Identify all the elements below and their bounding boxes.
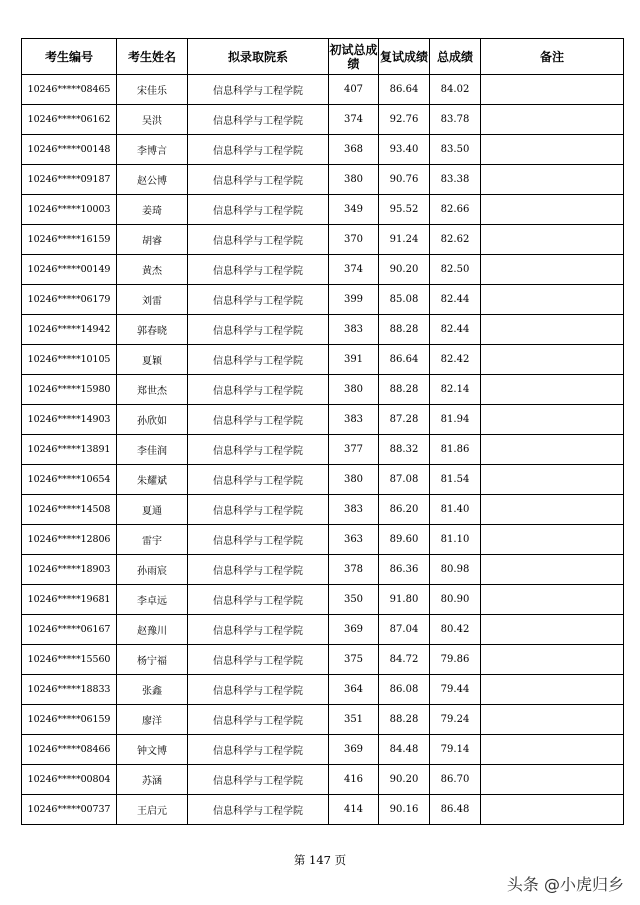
- table-row: [22, 375, 624, 405]
- cell-id: 10246*****13891: [22, 435, 117, 465]
- cell-note: [481, 135, 624, 165]
- cell-note: [481, 315, 624, 345]
- cell-retest: 93.40: [379, 135, 430, 165]
- table-row: [22, 615, 624, 645]
- cell-name: 夏颖: [117, 345, 188, 375]
- cell-initial: 399: [329, 285, 379, 315]
- table-row: [22, 225, 624, 255]
- cell-initial: 374: [329, 105, 379, 135]
- cell-note: [481, 195, 624, 225]
- table-row: [22, 195, 624, 225]
- cell-name: 孙欣如: [117, 405, 188, 435]
- cell-total: 80.42: [430, 615, 481, 645]
- cell-initial: 380: [329, 375, 379, 405]
- cell-note: [481, 615, 624, 645]
- table-row: [22, 255, 624, 285]
- cell-note: [481, 435, 624, 465]
- cell-initial: 368: [329, 135, 379, 165]
- cell-retest: 86.36: [379, 555, 430, 585]
- cell-retest: 88.28: [379, 375, 430, 405]
- cell-total: 82.66: [430, 195, 481, 225]
- table-row: [22, 465, 624, 495]
- cell-total: 79.24: [430, 705, 481, 735]
- cell-id: 10246*****15560: [22, 645, 117, 675]
- cell-id: 10246*****10105: [22, 345, 117, 375]
- cell-total: 79.86: [430, 645, 481, 675]
- cell-id: 10246*****00148: [22, 135, 117, 165]
- cell-total: 82.62: [430, 225, 481, 255]
- cell-initial: 374: [329, 255, 379, 285]
- cell-dept: 信息科学与工程学院: [188, 465, 329, 495]
- cell-name: 胡睿: [117, 225, 188, 255]
- cell-name: 刘雷: [117, 285, 188, 315]
- cell-id: 10246*****16159: [22, 225, 117, 255]
- cell-total: 83.50: [430, 135, 481, 165]
- cell-dept: 信息科学与工程学院: [188, 345, 329, 375]
- cell-name: 雷宇: [117, 525, 188, 555]
- cell-initial: 407: [329, 75, 379, 105]
- cell-id: 10246*****14942: [22, 315, 117, 345]
- header-total: 总成绩: [430, 39, 481, 75]
- cell-name: 朱耀斌: [117, 465, 188, 495]
- cell-initial: 349: [329, 195, 379, 225]
- cell-initial: 369: [329, 615, 379, 645]
- cell-dept: 信息科学与工程学院: [188, 105, 329, 135]
- cell-retest: 88.28: [379, 315, 430, 345]
- cell-id: 10246*****08466: [22, 735, 117, 765]
- cell-dept: 信息科学与工程学院: [188, 525, 329, 555]
- cell-total: 82.42: [430, 345, 481, 375]
- cell-initial: 380: [329, 465, 379, 495]
- cell-name: 钟文博: [117, 735, 188, 765]
- cell-dept: 信息科学与工程学院: [188, 165, 329, 195]
- admission-table: [21, 38, 624, 825]
- cell-total: 80.98: [430, 555, 481, 585]
- cell-note: [481, 375, 624, 405]
- cell-dept: 信息科学与工程学院: [188, 585, 329, 615]
- cell-retest: 85.08: [379, 285, 430, 315]
- cell-initial: 351: [329, 705, 379, 735]
- cell-note: [481, 105, 624, 135]
- cell-note: [481, 255, 624, 285]
- cell-note: [481, 225, 624, 255]
- cell-total: 83.38: [430, 165, 481, 195]
- cell-note: [481, 75, 624, 105]
- cell-dept: 信息科学与工程学院: [188, 225, 329, 255]
- header-id: 考生编号: [22, 39, 117, 75]
- cell-retest: 86.08: [379, 675, 430, 705]
- cell-note: [481, 585, 624, 615]
- table-row: [22, 75, 624, 105]
- cell-id: 10246*****14508: [22, 495, 117, 525]
- header-retest: 复试成绩: [379, 39, 430, 75]
- cell-dept: 信息科学与工程学院: [188, 735, 329, 765]
- cell-id: 10246*****06159: [22, 705, 117, 735]
- cell-name: 郑世杰: [117, 375, 188, 405]
- watermark: 头条 @小虎归乡: [506, 875, 624, 894]
- cell-initial: 383: [329, 315, 379, 345]
- cell-id: 10246*****14903: [22, 405, 117, 435]
- cell-retest: 89.60: [379, 525, 430, 555]
- cell-id: 10246*****08465: [22, 75, 117, 105]
- cell-note: [481, 765, 624, 795]
- cell-id: 10246*****19681: [22, 585, 117, 615]
- table-row: [22, 525, 624, 555]
- cell-name: 黄杰: [117, 255, 188, 285]
- cell-name: 张鑫: [117, 675, 188, 705]
- table-row: [22, 405, 624, 435]
- cell-retest: 88.32: [379, 435, 430, 465]
- table-row: [22, 285, 624, 315]
- header-note: 备注: [481, 39, 624, 75]
- cell-name: 李卓远: [117, 585, 188, 615]
- cell-name: 杨宁福: [117, 645, 188, 675]
- cell-name: 李博言: [117, 135, 188, 165]
- page-number: 第 147 页: [293, 853, 347, 867]
- cell-name: 吴洪: [117, 105, 188, 135]
- table-row: [22, 795, 624, 825]
- cell-id: 10246*****06162: [22, 105, 117, 135]
- cell-total: 81.10: [430, 525, 481, 555]
- cell-dept: 信息科学与工程学院: [188, 285, 329, 315]
- table-row: [22, 345, 624, 375]
- cell-retest: 84.48: [379, 735, 430, 765]
- cell-id: 10246*****10654: [22, 465, 117, 495]
- table-row: [22, 165, 624, 195]
- cell-retest: 86.64: [379, 345, 430, 375]
- cell-initial: 377: [329, 435, 379, 465]
- cell-dept: 信息科学与工程学院: [188, 135, 329, 165]
- cell-total: 86.48: [430, 795, 481, 825]
- cell-retest: 86.20: [379, 495, 430, 525]
- cell-total: 83.78: [430, 105, 481, 135]
- cell-id: 10246*****00737: [22, 795, 117, 825]
- cell-initial: 375: [329, 645, 379, 675]
- cell-retest: 95.52: [379, 195, 430, 225]
- cell-dept: 信息科学与工程学院: [188, 255, 329, 285]
- cell-total: 82.50: [430, 255, 481, 285]
- cell-name: 赵公博: [117, 165, 188, 195]
- cell-retest: 90.20: [379, 765, 430, 795]
- cell-total: 86.70: [430, 765, 481, 795]
- cell-dept: 信息科学与工程学院: [188, 405, 329, 435]
- cell-retest: 87.28: [379, 405, 430, 435]
- cell-name: 宋佳乐: [117, 75, 188, 105]
- cell-total: 81.54: [430, 465, 481, 495]
- cell-name: 孙雨宸: [117, 555, 188, 585]
- cell-dept: 信息科学与工程学院: [188, 675, 329, 705]
- cell-dept: 信息科学与工程学院: [188, 495, 329, 525]
- header-dept: 拟录取院系: [188, 39, 329, 75]
- cell-retest: 90.20: [379, 255, 430, 285]
- cell-total: 82.44: [430, 285, 481, 315]
- cell-id: 10246*****18833: [22, 675, 117, 705]
- table-row: [22, 315, 624, 345]
- cell-retest: 84.72: [379, 645, 430, 675]
- header-name: 考生姓名: [117, 39, 188, 75]
- cell-note: [481, 405, 624, 435]
- cell-total: 79.14: [430, 735, 481, 765]
- cell-dept: 信息科学与工程学院: [188, 315, 329, 345]
- table-row: [22, 675, 624, 705]
- cell-initial: 416: [329, 765, 379, 795]
- table-row: [22, 555, 624, 585]
- cell-note: [481, 795, 624, 825]
- cell-note: [481, 525, 624, 555]
- header-row: [22, 39, 624, 75]
- cell-retest: 86.64: [379, 75, 430, 105]
- cell-total: 81.94: [430, 405, 481, 435]
- table-row: [22, 135, 624, 165]
- cell-dept: 信息科学与工程学院: [188, 765, 329, 795]
- cell-dept: 信息科学与工程学院: [188, 195, 329, 225]
- cell-name: 姜琦: [117, 195, 188, 225]
- cell-retest: 91.80: [379, 585, 430, 615]
- cell-note: [481, 645, 624, 675]
- cell-dept: 信息科学与工程学院: [188, 795, 329, 825]
- cell-id: 10246*****00804: [22, 765, 117, 795]
- cell-retest: 88.28: [379, 705, 430, 735]
- cell-note: [481, 705, 624, 735]
- cell-dept: 信息科学与工程学院: [188, 555, 329, 585]
- table-row: [22, 495, 624, 525]
- cell-total: 81.40: [430, 495, 481, 525]
- cell-name: 郭春晓: [117, 315, 188, 345]
- cell-total: 84.02: [430, 75, 481, 105]
- cell-id: 10246*****10003: [22, 195, 117, 225]
- cell-note: [481, 675, 624, 705]
- cell-initial: 370: [329, 225, 379, 255]
- cell-id: 10246*****00149: [22, 255, 117, 285]
- cell-dept: 信息科学与工程学院: [188, 375, 329, 405]
- cell-total: 80.90: [430, 585, 481, 615]
- table-row: [22, 105, 624, 135]
- cell-retest: 90.76: [379, 165, 430, 195]
- cell-initial: 369: [329, 735, 379, 765]
- cell-name: 李佳润: [117, 435, 188, 465]
- cell-total: 82.14: [430, 375, 481, 405]
- cell-retest: 92.76: [379, 105, 430, 135]
- cell-id: 10246*****12806: [22, 525, 117, 555]
- cell-retest: 87.08: [379, 465, 430, 495]
- cell-note: [481, 465, 624, 495]
- cell-id: 10246*****15980: [22, 375, 117, 405]
- cell-name: 苏涵: [117, 765, 188, 795]
- cell-name: 廖洋: [117, 705, 188, 735]
- cell-id: 10246*****06167: [22, 615, 117, 645]
- cell-initial: 383: [329, 405, 379, 435]
- cell-initial: 364: [329, 675, 379, 705]
- cell-note: [481, 345, 624, 375]
- header-initial: 初试总成绩: [329, 39, 379, 75]
- cell-note: [481, 495, 624, 525]
- cell-note: [481, 165, 624, 195]
- cell-initial: 380: [329, 165, 379, 195]
- cell-id: 10246*****09187: [22, 165, 117, 195]
- table-body: [22, 75, 624, 825]
- cell-note: [481, 735, 624, 765]
- cell-dept: 信息科学与工程学院: [188, 615, 329, 645]
- cell-total: 82.44: [430, 315, 481, 345]
- table-row: [22, 645, 624, 675]
- table-row: [22, 765, 624, 795]
- cell-initial: 363: [329, 525, 379, 555]
- cell-total: 79.44: [430, 675, 481, 705]
- cell-dept: 信息科学与工程学院: [188, 75, 329, 105]
- table-row: [22, 585, 624, 615]
- cell-retest: 90.16: [379, 795, 430, 825]
- cell-retest: 87.04: [379, 615, 430, 645]
- cell-dept: 信息科学与工程学院: [188, 645, 329, 675]
- table-row: [22, 735, 624, 765]
- table-row: [22, 705, 624, 735]
- cell-dept: 信息科学与工程学院: [188, 435, 329, 465]
- cell-initial: 391: [329, 345, 379, 375]
- cell-id: 10246*****18903: [22, 555, 117, 585]
- cell-note: [481, 285, 624, 315]
- cell-name: 夏通: [117, 495, 188, 525]
- cell-dept: 信息科学与工程学院: [188, 705, 329, 735]
- cell-initial: 378: [329, 555, 379, 585]
- cell-name: 王启元: [117, 795, 188, 825]
- cell-initial: 350: [329, 585, 379, 615]
- cell-id: 10246*****06179: [22, 285, 117, 315]
- cell-retest: 91.24: [379, 225, 430, 255]
- cell-name: 赵豫川: [117, 615, 188, 645]
- cell-note: [481, 555, 624, 585]
- table-row: [22, 435, 624, 465]
- cell-initial: 414: [329, 795, 379, 825]
- cell-total: 81.86: [430, 435, 481, 465]
- cell-initial: 383: [329, 495, 379, 525]
